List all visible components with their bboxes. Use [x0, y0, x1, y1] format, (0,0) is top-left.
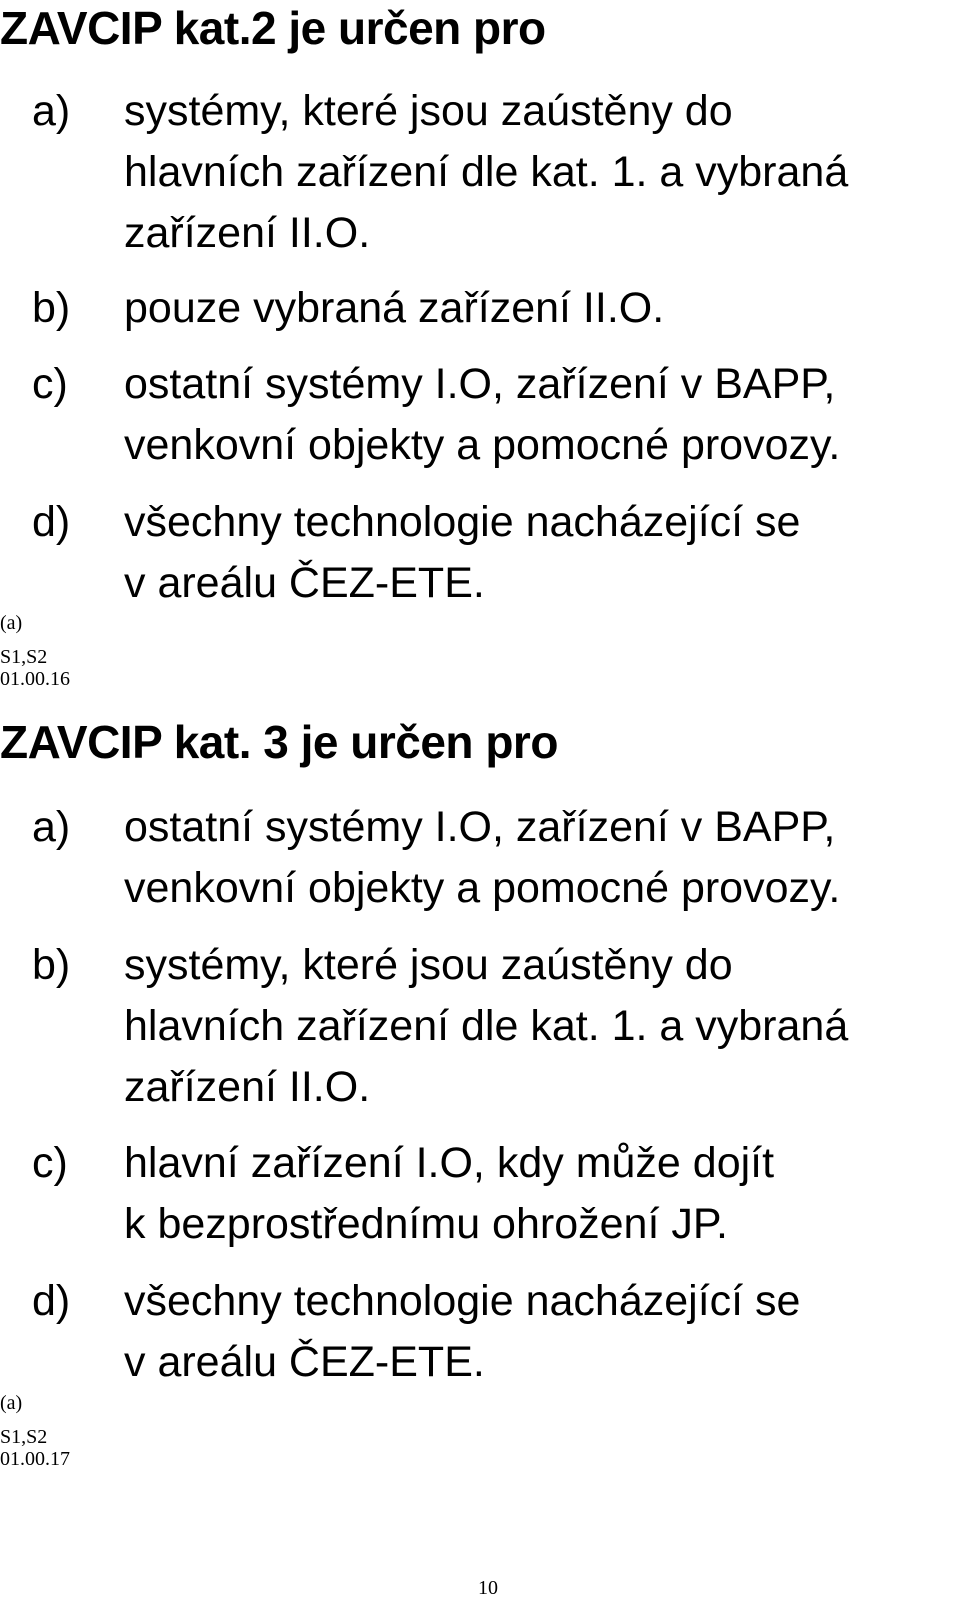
- question-1-meta: [0, 612, 70, 690]
- question-2-meta: [0, 1392, 70, 1470]
- scope-label: S1,S2: [0, 1426, 48, 1448]
- option-text: [124, 278, 664, 339]
- question-code: 01.00.17: [0, 1448, 70, 1470]
- question-1-title: ZAVCIP kat.2 je určen pro: [0, 2, 546, 54]
- option-line: systémy, které jsou zaústěny do: [124, 941, 733, 989]
- option-line: všechny technologie nacházející se: [124, 1277, 801, 1325]
- option-line: k bezprostřednímu ohrožení JP.: [124, 1200, 728, 1248]
- option-line: hlavních zařízení dle kat. 1. a vybraná: [124, 1002, 849, 1050]
- option-letter: c): [32, 360, 68, 408]
- option-line: zařízení II.O.: [124, 209, 371, 257]
- answer-key: (a): [0, 612, 23, 634]
- option-line: systémy, které jsou zaústěny do: [124, 87, 733, 135]
- option-line: v areálu ČEZ-ETE.: [124, 1338, 485, 1386]
- option-text: [124, 935, 848, 1118]
- option-line: pouze vybraná zařízení II.O.: [124, 284, 665, 332]
- option-text: [124, 354, 840, 476]
- option-letter: d): [32, 498, 71, 546]
- option-line: venkovní objekty a pomocné provozy.: [124, 864, 841, 912]
- option-letter: d): [32, 1277, 71, 1325]
- option-line: v areálu ČEZ-ETE.: [124, 559, 485, 607]
- option-line: ostatní systémy I.O, zařízení v BAPP,: [124, 360, 836, 408]
- page-number: 10: [478, 1577, 498, 1599]
- option-line: zařízení II.O.: [124, 1063, 371, 1111]
- option-text: [124, 797, 840, 919]
- option-line: venkovní objekty a pomocné provozy.: [124, 421, 841, 469]
- question-code: 01.00.16: [0, 668, 70, 690]
- question-2-title: ZAVCIP kat. 3 je určen pro: [0, 716, 558, 768]
- option-letter: a): [32, 803, 71, 851]
- option-line: všechny technologie nacházející se: [124, 498, 801, 546]
- answer-key: (a): [0, 1392, 23, 1414]
- option-line: ostatní systémy I.O, zařízení v BAPP,: [124, 803, 836, 851]
- option-letter: a): [32, 87, 71, 135]
- option-text: [124, 492, 800, 614]
- option-text: [124, 1271, 800, 1393]
- option-letter: c): [32, 1139, 68, 1187]
- option-text: [124, 1133, 774, 1255]
- option-text: [124, 81, 848, 264]
- option-letter: b): [32, 284, 71, 332]
- option-letter: b): [32, 941, 71, 989]
- option-line: hlavních zařízení dle kat. 1. a vybraná: [124, 148, 849, 196]
- scope-label: S1,S2: [0, 646, 48, 668]
- option-line: hlavní zařízení I.O, kdy může dojít: [124, 1139, 775, 1187]
